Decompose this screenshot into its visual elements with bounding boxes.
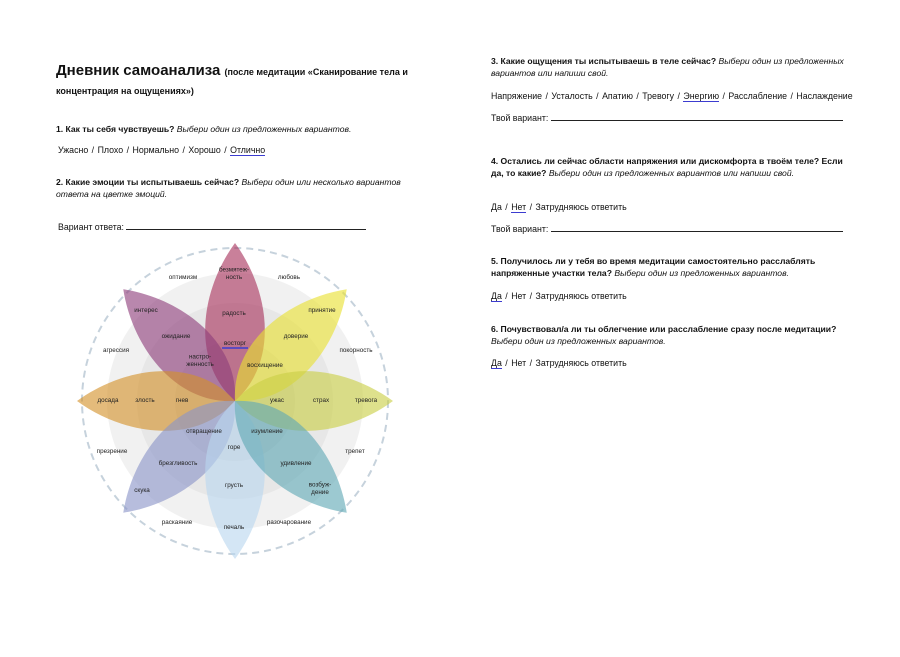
q5-block: [491, 256, 856, 279]
option-separator: /: [180, 145, 188, 155]
q1-option[interactable]: Нормально: [132, 145, 180, 155]
q3-question: 3. Какие ощущения ты испытываешь в теле сейчас?: [491, 56, 717, 66]
q6-option[interactable]: Нет: [511, 358, 527, 368]
q1-option[interactable]: Плохо: [97, 145, 124, 155]
wheel-label-anticipation[interactable]: ожидание: [161, 333, 191, 340]
q4-options: [491, 201, 627, 213]
option-separator: /: [593, 91, 602, 101]
wheel-label-disgust[interactable]: брезгливость: [158, 460, 198, 467]
q5-option[interactable]: Да: [491, 291, 502, 301]
q4-option[interactable]: Нет: [511, 202, 527, 212]
wheel-label-aggression[interactable]: агрессия: [102, 347, 130, 354]
q3-own-label: Твой вариант:: [491, 113, 549, 123]
q4-own-row: [491, 222, 843, 235]
q3-hint: Выбери один из предложенных вариантов или напиши свой.: [491, 56, 844, 78]
q4-own-label: Твой вариант:: [491, 224, 549, 234]
q6-question: 6. Почувствовал/а ли ты облегчение или расслабление сразу после медитации?: [491, 324, 837, 334]
option-separator: /: [720, 91, 728, 101]
option-separator: /: [543, 91, 551, 101]
wheel-label-joy[interactable]: радость: [222, 310, 246, 317]
q3-option[interactable]: Усталость: [551, 91, 593, 101]
wheel-label-optimism[interactable]: оптимизм: [168, 274, 198, 281]
q6-options: [491, 357, 627, 369]
wheel-label-disapproval[interactable]: разочарование: [266, 519, 312, 526]
q5-hint: Выбери один из предложенных вариантов.: [614, 267, 789, 278]
option-separator: /: [89, 145, 97, 155]
option-separator: /: [527, 358, 535, 368]
wheel-label-awe[interactable]: трепет: [345, 448, 365, 455]
q1-question: 1. Как ты себя чувствуешь?: [56, 124, 175, 134]
q2-question: 2. Какие эмоции ты испытываешь сейчас?: [56, 177, 240, 187]
option-separator: /: [124, 145, 132, 155]
q3-option[interactable]: Напряжение: [491, 91, 543, 101]
q1-options: [58, 144, 265, 156]
q6-hint: Выбери один из предложенных вариантов.: [491, 335, 666, 346]
wheel-label-pensiveness[interactable]: печаль: [223, 524, 245, 531]
emotion-wheel: [70, 238, 400, 560]
q3-option[interactable]: Расслабление: [728, 91, 788, 101]
option-separator: /: [633, 91, 642, 101]
q3-option[interactable]: Энергию: [683, 91, 720, 101]
q3-option[interactable]: Тревогу: [642, 91, 675, 101]
wheel-label-serenity[interactable]: восхищение: [247, 362, 283, 369]
option-separator: /: [502, 202, 511, 212]
q5-question: 5. Получилось ли у тебя во время медитации самостоятельно расслаблять напряженные участки тела?: [491, 256, 816, 278]
wheel-label-grief[interactable]: горе: [227, 444, 241, 451]
q5-options: [491, 290, 627, 302]
q1-hint: Выбери один из предложенных вариантов.: [176, 124, 352, 134]
option-separator: /: [527, 291, 535, 301]
q3-own-row: [491, 111, 843, 124]
q2-answer-row: [58, 220, 366, 233]
option-separator: /: [527, 202, 535, 212]
q6-option[interactable]: Затрудняюсь ответить: [535, 358, 627, 368]
q2-answer-label: Вариант ответа:: [58, 222, 124, 232]
q4-hint: Выбери один из предложенных вариантов или напиши свой.: [548, 167, 794, 178]
page-title: [56, 62, 416, 100]
wheel-label-apprehension[interactable]: тревога: [354, 397, 378, 404]
q6-option[interactable]: Да: [491, 358, 502, 368]
q4-option[interactable]: Да: [491, 202, 502, 212]
q4-question: 4. Остались ли сейчас области напряжения или дискомфорта в твоём теле? Если да, то какие?: [491, 156, 843, 178]
wheel-label-anger[interactable]: злость: [135, 397, 155, 404]
q1-option[interactable]: Отлично: [230, 145, 266, 155]
wheel-label-ecstasy[interactable]: безмятеж-ность: [218, 266, 250, 281]
q3-option[interactable]: Апатию: [602, 91, 633, 101]
q3-options: [491, 90, 853, 102]
wheel-label-terror[interactable]: ужас: [269, 397, 285, 404]
wheel-label-contempt[interactable]: презрение: [96, 448, 128, 455]
wheel-label-surprise[interactable]: удивление: [280, 460, 312, 467]
wheel-label-fear[interactable]: страх: [312, 397, 330, 404]
q3-option[interactable]: Наслаждение: [796, 91, 853, 101]
wheel-label-admiration[interactable]: восторг: [223, 340, 247, 347]
wheel-label-remorse[interactable]: раскаяние: [161, 519, 193, 526]
q5-option[interactable]: Затрудняюсь ответить: [535, 291, 627, 301]
wheel-label-boredom[interactable]: скука: [134, 487, 150, 494]
wheel-label-sadness[interactable]: грусть: [224, 482, 244, 489]
title-main: Дневник самоанализа: [56, 62, 221, 79]
wheel-label-rage[interactable]: гнев: [175, 397, 189, 404]
wheel-label-amazement[interactable]: изумление: [251, 428, 283, 435]
q4-block: [491, 156, 856, 179]
q6-block: [491, 324, 856, 347]
wheel-label-interest[interactable]: интерес: [134, 307, 158, 314]
wheel-label-loathing[interactable]: отвращение: [186, 428, 222, 435]
option-separator: /: [788, 91, 796, 101]
q1-option[interactable]: Хорошо: [188, 145, 221, 155]
wheel-label-vigilance[interactable]: настро-женность: [186, 353, 214, 368]
q2-block: [56, 177, 406, 200]
q1-block: [56, 124, 416, 136]
wheel-label-annoyance[interactable]: досада: [97, 397, 119, 404]
option-separator: /: [502, 358, 511, 368]
q1-option[interactable]: Ужасно: [58, 145, 89, 155]
q5-option[interactable]: Нет: [511, 291, 527, 301]
q4-option[interactable]: Затрудняюсь ответить: [535, 202, 627, 212]
q2-answer-field[interactable]: [126, 220, 366, 230]
wheel-label-love[interactable]: любовь: [277, 274, 301, 281]
wheel-label-acceptance[interactable]: принятие: [308, 307, 336, 314]
q3-block: [491, 56, 851, 79]
option-separator: /: [221, 145, 230, 155]
title-sub: (после медитации «Сканирование тела и концентрация на ощущениях»): [56, 67, 408, 96]
wheel-label-distraction[interactable]: возбуж-дение: [308, 481, 332, 496]
q2-hint: Выбери один или несколько вариантов ответа на цветке эмоций.: [56, 177, 401, 199]
wheel-label-submission[interactable]: покорность: [339, 347, 373, 354]
option-separator: /: [502, 291, 511, 301]
q4-own-field[interactable]: [551, 222, 843, 232]
option-separator: /: [675, 91, 683, 101]
q3-own-field[interactable]: [551, 111, 843, 121]
wheel-label-trust[interactable]: доверие: [283, 333, 309, 340]
